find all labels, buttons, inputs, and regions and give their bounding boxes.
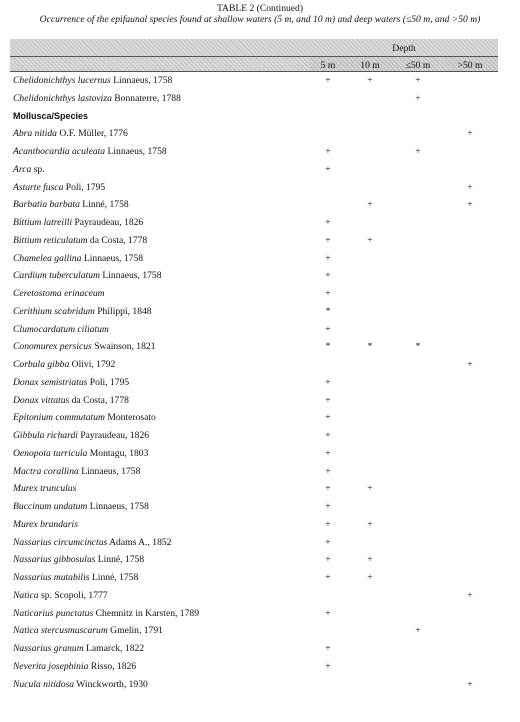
occurrence-mark: + [415, 92, 421, 104]
table-row [0, 90, 520, 108]
species-name-cell [13, 164, 45, 175]
table-row [0, 498, 520, 516]
species-name-cell [13, 554, 144, 565]
species-name: Natica [13, 589, 39, 601]
species-authority: Bonnaterre, 1788 [111, 92, 181, 104]
species-name-cell [13, 93, 181, 104]
table-row [0, 551, 520, 569]
species-name: Nassarius circumcinctus [13, 536, 108, 548]
species-name: Chelidonichthys lucernus [13, 75, 111, 86]
species-name: Natica stercusmuscarum [13, 625, 108, 637]
species-name: Neverita josephinia [13, 660, 89, 672]
species-name-cell [13, 501, 149, 512]
species-name: Barbatia barbata [13, 199, 80, 211]
table-row [0, 321, 520, 339]
species-name: Cardium tuberculatum [13, 270, 100, 282]
species-name: Naticarius punctatus [13, 607, 94, 619]
occurrence-mark: + [415, 146, 421, 157]
species-name: Nucula nitidosa [13, 678, 75, 690]
species-name: Abra nitida [13, 128, 57, 140]
species-name: Oenopota turricula [13, 447, 88, 459]
table-row [0, 534, 520, 552]
species-authority: Linnaeus, 1758 [87, 501, 149, 512]
species-authority: Linné, 1758 [95, 554, 145, 566]
occurrence-mark: + [325, 394, 331, 406]
species-name-cell [13, 572, 138, 583]
species-authority: Poli, 1795 [63, 181, 106, 193]
table-row [0, 250, 520, 268]
species-name-cell [13, 217, 143, 228]
species-authority: Monterosato [104, 412, 156, 424]
table-row [0, 516, 520, 534]
species-name-cell [13, 199, 129, 210]
species-authority: Payraudeau, 1826 [72, 217, 144, 228]
species-name: Buccinum undatum [13, 501, 88, 512]
species-authority: Payraudeau, 1826 [77, 430, 150, 441]
species-name-cell [13, 590, 108, 601]
species-name: Murex brandaris [13, 518, 78, 530]
table-row [0, 72, 520, 90]
species-name-cell [13, 235, 147, 246]
table-row [0, 640, 520, 658]
species-authority: Gmelin, 1791 [107, 625, 163, 637]
species-name-cell [13, 448, 148, 459]
occurrence-mark: + [325, 288, 331, 299]
table-row [0, 338, 520, 356]
table-row [0, 605, 520, 623]
species-authority: Linnaeus, 1758 [81, 252, 144, 264]
occurrence-mark: + [367, 518, 373, 530]
table-subtitle: Occurrence of the epifaunal species found at shallow waters (5 m, and 10 m) and deep waters (≤50 m, and >50 m) [39, 14, 481, 25]
table-row [0, 676, 520, 694]
table-row [0, 232, 520, 250]
species-name-cell [13, 483, 76, 494]
table-row [0, 622, 520, 640]
species-name: Ceretostoma erinaceum [13, 288, 105, 299]
table-row [0, 445, 520, 463]
species-name-cell [13, 128, 128, 139]
species-name: Astarte fusca [13, 181, 64, 193]
species-name-cell [13, 430, 149, 441]
species-name-cell [13, 679, 148, 690]
species-name-cell [13, 182, 105, 193]
column-header-le50m: ≤50 m [405, 60, 431, 71]
species-authority: O.F. Müller, 1776 [56, 128, 128, 140]
species-name: Nassarius granum [13, 643, 84, 654]
table-row [0, 427, 520, 445]
occurrence-mark: + [467, 678, 473, 690]
table-row [0, 143, 520, 161]
occurrence-mark: + [325, 518, 331, 530]
table-row [0, 179, 520, 197]
species-authority: Olivi, 1792 [69, 359, 116, 370]
species-authority: Montagu, 1803 [87, 447, 149, 459]
species-authority: Chemnitz in Karsten, 1789 [93, 607, 199, 619]
species-name-cell [13, 608, 199, 619]
table-row [0, 374, 520, 392]
occurrence-mark: * [325, 305, 331, 317]
table-row [0, 480, 520, 498]
species-name: Nassarius gibbosulus [13, 554, 96, 566]
species-authority: Winckworth, 1930 [74, 678, 148, 690]
depth-rule [10, 56, 498, 57]
table-row [0, 214, 520, 232]
occurrence-mark: + [325, 483, 331, 495]
species-name-cell [13, 270, 162, 281]
species-name-cell: Mollusca/Species [13, 110, 89, 121]
occurrence-mark: + [325, 572, 331, 583]
occurrence-mark: + [467, 128, 473, 140]
species-name-cell [13, 466, 140, 477]
occurrence-mark: + [415, 75, 421, 86]
species-authority: Lamarck, 1822 [83, 643, 145, 654]
occurrence-mark: + [325, 660, 331, 672]
species-name: Chelidonichthys lastoviza [13, 92, 112, 104]
column-header-gt50m: >50 m [457, 60, 483, 71]
species-name-cell [13, 75, 172, 86]
table-row [0, 196, 520, 214]
species-name: Gibbula richardi [13, 430, 78, 441]
table-row [0, 267, 520, 285]
occurrence-mark: + [325, 323, 331, 335]
species-name-cell [13, 377, 129, 388]
species-authority: Linnaeus, 1758 [99, 270, 162, 282]
table-row [0, 285, 520, 303]
occurrence-mark: + [325, 501, 331, 512]
depth-group-label: Depth [392, 43, 416, 54]
species-authority: Philippi, 1848 [94, 305, 152, 317]
occurrence-mark: + [325, 146, 331, 157]
occurrence-mark: + [325, 234, 331, 246]
occurrence-mark: + [325, 430, 331, 441]
occurrence-mark: * [325, 341, 331, 353]
table-row [0, 463, 520, 481]
occurrence-mark: + [367, 483, 373, 495]
occurrence-mark: + [325, 252, 331, 264]
species-name: Mactra corallina [13, 465, 79, 477]
occurrence-mark: + [325, 376, 331, 388]
table-row [0, 409, 520, 427]
species-name-cell [13, 625, 163, 636]
species-name: Conomurex persicus [13, 341, 92, 353]
species-name: Cerithium scabridum [13, 305, 95, 317]
species-name: Nassarius mutabilis [13, 572, 90, 583]
occurrence-mark: + [325, 217, 331, 228]
occurrence-mark: + [467, 199, 473, 211]
table-row [0, 392, 520, 410]
table-row [0, 303, 520, 321]
species-name: Arca [13, 163, 32, 175]
species-name-cell [13, 306, 152, 317]
occurrence-mark: + [325, 554, 331, 566]
occurrence-mark: + [325, 75, 331, 86]
species-name: Corbula gibba [13, 359, 70, 370]
species-authority: Adams A., 1852 [107, 536, 172, 548]
species-authority: Linnaeus, 1758 [78, 465, 141, 477]
occurrence-mark: + [325, 465, 331, 477]
species-name-cell [13, 359, 115, 370]
occurrence-mark: + [367, 572, 373, 583]
species-authority: Linné, 1758 [79, 199, 129, 211]
column-header-10m: 10 m [360, 60, 380, 71]
species-name: Bittium latreilli [13, 217, 73, 228]
species-name: Donax vittatus [13, 394, 70, 406]
species-authority: sp. Scopoli, 1777 [38, 589, 108, 601]
occurrence-mark: + [367, 234, 373, 246]
species-name: Acanthocardia aculeata [13, 146, 106, 157]
species-authority: Linnaeus, 1758 [110, 75, 173, 86]
occurrence-mark: + [467, 589, 473, 601]
table-row [0, 569, 520, 587]
table-row [0, 587, 520, 605]
occurrence-mark: + [325, 643, 331, 654]
occurrence-mark: + [367, 554, 373, 566]
species-name-cell [13, 519, 78, 530]
occurrence-mark: + [325, 163, 331, 175]
species-authority: da Costa, 1778 [87, 234, 148, 246]
species-name-cell [13, 537, 171, 548]
species-name: Clumocardatum ciliatum [13, 323, 109, 335]
species-authority: Linné, 1758 [89, 572, 139, 583]
species-authority: da Costa, 1778 [69, 394, 129, 406]
species-name: Epitonium commutatum [13, 412, 105, 424]
column-header-5m: 5 m [320, 60, 336, 71]
table-row [0, 658, 520, 676]
species-name-cell [13, 253, 143, 264]
species-name-cell [13, 288, 105, 299]
table-body [0, 72, 520, 693]
group-header-row [0, 108, 520, 126]
occurrence-mark: + [467, 359, 473, 370]
species-authority: Poli, 1795 [87, 376, 130, 388]
occurrence-mark: + [325, 447, 331, 459]
species-authority: Linnaeus, 1758 [105, 146, 167, 157]
species-name-cell [13, 324, 109, 335]
species-name: Murex trunculus [13, 483, 77, 495]
occurrence-mark: + [415, 625, 421, 637]
occurrence-mark: + [367, 75, 373, 86]
table-row [0, 125, 520, 143]
table-title: TABLE 2 (Continued) [216, 3, 304, 14]
species-authority: Risso, 1826 [88, 660, 137, 672]
species-authority: sp. [31, 163, 45, 175]
table-row [0, 356, 520, 374]
species-name-cell [13, 341, 156, 352]
species-name: Bittium reticulatum [13, 234, 88, 246]
species-name-cell [13, 643, 144, 654]
species-name-cell [13, 661, 136, 672]
occurrence-mark: + [367, 199, 373, 211]
occurrence-mark: + [325, 536, 331, 548]
table-row [0, 161, 520, 179]
species-authority: Swainson, 1821 [91, 341, 156, 353]
occurrence-mark: * [367, 341, 373, 353]
species-name-cell [13, 412, 156, 423]
occurrence-mark: + [325, 270, 331, 282]
species-name: Donax semistriatus [13, 376, 88, 388]
species-name-cell [13, 395, 129, 406]
species-name: Chamelea gallina [13, 252, 82, 264]
occurrence-mark: + [325, 607, 331, 619]
occurrence-mark: + [325, 412, 331, 424]
species-name-cell [13, 146, 167, 157]
occurrence-mark: + [467, 181, 473, 193]
occurrence-mark: * [415, 341, 421, 353]
